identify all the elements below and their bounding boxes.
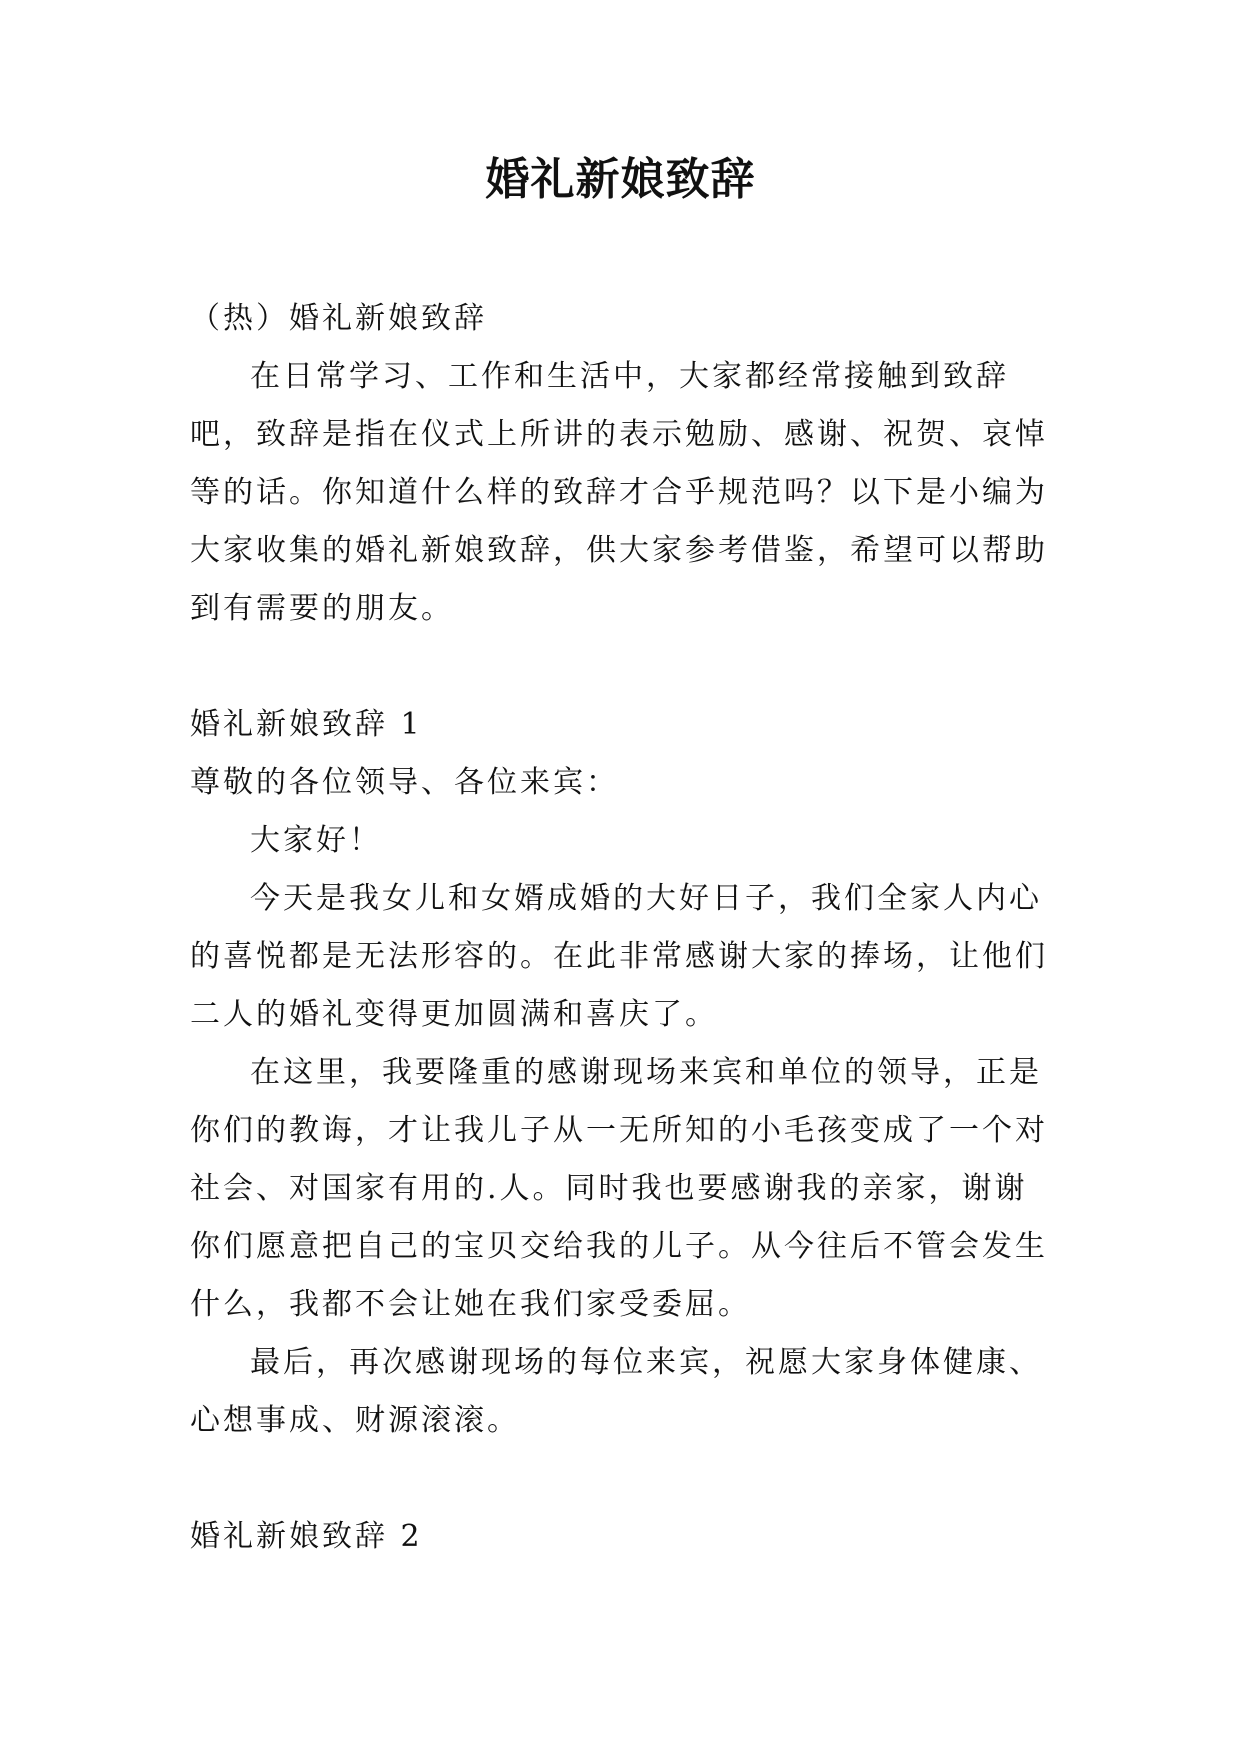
body-paragraph-3: 最后，再次感谢现场的每位来宾，祝愿大家身体健康、心想事成、财源滚滚。 xyxy=(190,1345,1042,1438)
document-subtitle: （热）婚礼新娘致辞 xyxy=(190,301,487,336)
greeting: 大家好！ xyxy=(250,823,382,858)
document-body xyxy=(190,290,1060,1566)
body-paragraph-1: 今天是我女儿和女婿成婚的大好日子，我们全家人内心的喜悦都是无法形容的。在此非常感谢大家的捧场，让他们二人的婚礼变得更加圆满和喜庆了。 xyxy=(190,881,1048,1032)
section-heading-1: 婚礼新娘致辞 1 xyxy=(190,707,423,742)
document-title: 婚礼新娘致辞 xyxy=(485,154,756,205)
section-heading-2: 婚礼新娘致辞 2 xyxy=(190,1519,423,1554)
intro-paragraph: 在日常学习、工作和生活中，大家都经常接触到致辞吧，致辞是指在仪式上所讲的表示勉励、感谢、祝贺、哀悼等的话。你知道什么样的致辞才合乎规范吗？以下是小编为大家收集的婚礼新娘致辞，供大家参考借鉴，希望可以帮助到有需要的朋友。 xyxy=(190,359,1048,626)
salutation: 尊敬的各位领导、各位来宾： xyxy=(190,765,619,800)
body-paragraph-2: 在这里，我要隆重的感谢现场来宾和单位的领导，正是你们的教诲，才让我儿子从一无所知的小毛孩变成了一个对社会、对国家有用的.人。同时我也要感谢我的亲家，谢谢你们愿意把自己的宝贝交给我的儿子。从今往后不管会发生什么，我都不会让她在我们家受委屈。 xyxy=(190,1055,1048,1322)
